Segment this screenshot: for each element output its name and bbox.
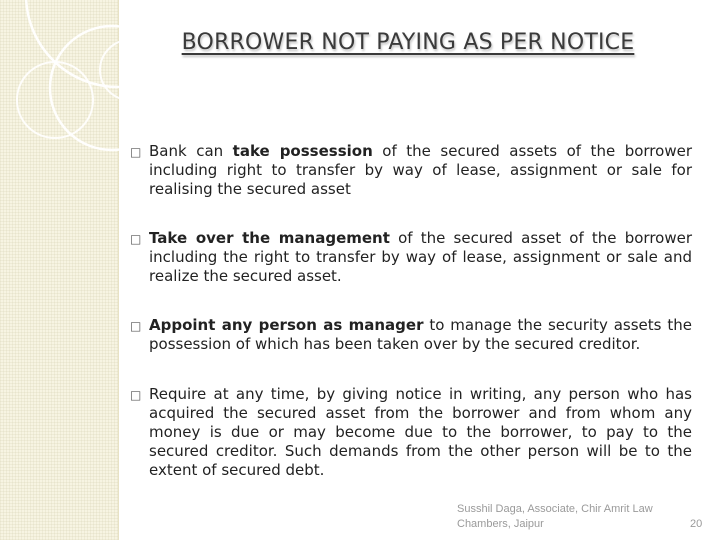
bullet-text-post: to manage the security assets the possession of which has been taken over by the secured creditor. [149, 316, 692, 353]
page-number: 20 [690, 518, 703, 530]
bullet-item-4 [130, 385, 692, 480]
bullet-text-post: of the secured asset of the borrower including the right to transfer by way of lease, assignment or sale and realize the secured asset. [149, 229, 693, 285]
bullet-item-3 [130, 316, 692, 354]
bullet-list [130, 142, 692, 510]
bullet-text-post: Require at any time, by giving notice in writing, any person who has acquired the secured asset from the borrower and from whom any money is due or may become due to the borrower, to pay to the secured creditor. Such demands from the other person will be to the extent of secured debt. [149, 385, 692, 479]
footer-line-2: Chambers, Jaipur [457, 518, 544, 530]
bullet-item-2 [130, 229, 692, 286]
bullet-text-bold: Take over the management [149, 229, 390, 247]
bullet-marker-icon: □ [130, 388, 142, 402]
bullet-marker-icon: □ [130, 145, 142, 159]
bullet-marker-icon: □ [130, 232, 142, 246]
footer-line-1: Susshil Daga, Associate, Chir Amrit Law [457, 503, 653, 515]
bullet-text-bold: Appoint any person as manager [149, 316, 424, 334]
bullet-text-pre: Bank can [149, 142, 233, 160]
footer-credit [457, 502, 687, 532]
bullet-text-bold: take possession [232, 142, 373, 160]
slide-title: BORROWER NOT PAYING AS PER NOTICE [181, 30, 635, 55]
bullet-item-1 [130, 142, 692, 199]
deco-circle-small [17, 62, 93, 138]
bullet-marker-icon: □ [130, 319, 142, 333]
bullet-text-post: of the secured assets of the borrower including right to transfer by way of lease, assignment or sale for realising the secured asset [149, 142, 692, 198]
